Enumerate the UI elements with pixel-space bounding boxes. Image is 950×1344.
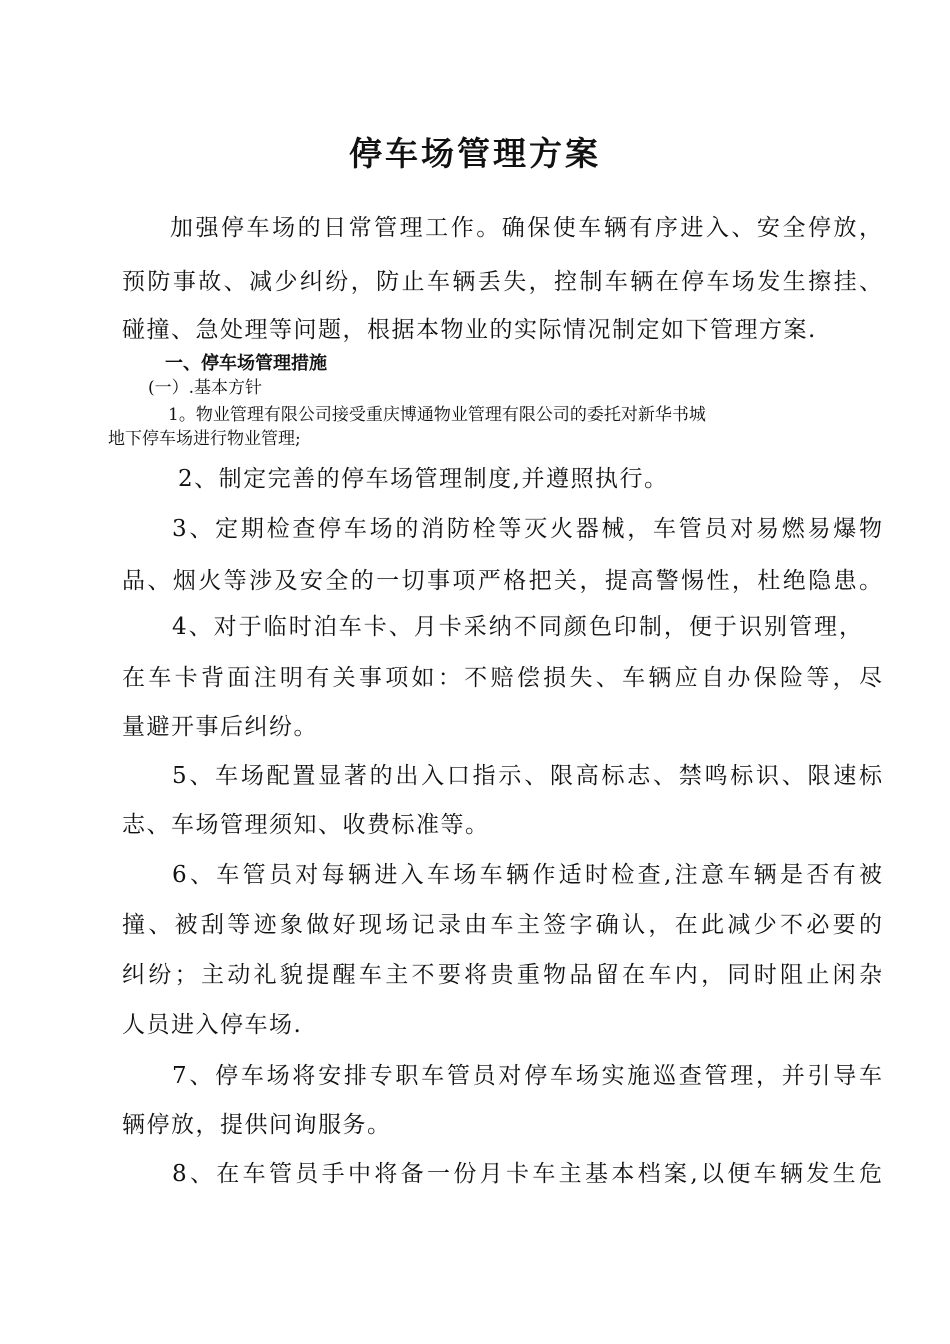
item-6-line-3: 纠纷；主动礼貌提醒车主不要将贵重物品留在车内，同时阻止闲杂 (122, 962, 882, 988)
item-6-line-4: 人员进入停车场. (122, 1012, 303, 1038)
item-4-line-2: 在车卡背面注明有关事项如：不赔偿损失、车辆应自办保险等，尽 (122, 665, 882, 691)
item-3-line-2: 品、烟火等涉及安全的一切事项严格把关，提高警惕性，杜绝隐患。 (122, 568, 882, 594)
item-7-line-2: 辆停放，提供问询服务。 (122, 1112, 392, 1138)
intro-line-2: 预防事故、减少纠纷，防止车辆丢失，控制车辆在停车场发生擦挂、 (122, 269, 882, 295)
item-4-line-3: 量避开事后纠纷。 (122, 714, 318, 740)
item-2-line-1: 2、制定完善的停车场管理制度,并遵照执行。 (178, 466, 669, 492)
item-1-line-1: 1。物业管理有限公司接受重庆博通物业管理有限公司的委托对新华书城 (168, 405, 706, 425)
item-6-line-1: 6、车管员对每辆进入车场车辆作适时检查,注意车辆是否有被 (172, 862, 882, 888)
item-7-line-1: 7、停车场将安排专职车管员对停车场实施巡查管理，并引导车 (172, 1063, 882, 1089)
item-8-line-1: 8、在车管员手中将备一份月卡车主基本档案,以便车辆发生危 (172, 1161, 882, 1187)
item-6-line-2: 撞、被刮等迹象做好现场记录由车主签字确认，在此减少不必要的 (122, 912, 882, 938)
item-4-line-1: 4、对于临时泊车卡、月卡采纳不同颜色印制，便于识别管理， (172, 614, 862, 640)
section-heading: 一、停车场管理措施 (165, 353, 327, 374)
item-5-line-2: 志、车场管理须知、收费标准等。 (122, 812, 490, 838)
intro-line-1: 加强停车场的日常管理工作。确保使车辆有序进入、安全停放， (170, 215, 882, 241)
item-5-line-1: 5、车场配置显著的出入口指示、限高标志、禁鸣标识、限速标 (172, 763, 882, 789)
item-3-line-1: 3、定期检查停车场的消防栓等灭火器械，车管员对易燃易爆物 (172, 516, 882, 542)
item-1-line-2: 地下停车场进行物业管理; (108, 429, 301, 449)
subsection-heading: (一）.基本方针 (148, 378, 263, 398)
intro-line-3: 碰撞、急处理等问题，根据本物业的实际情况制定如下管理方案. (122, 317, 817, 343)
document-title: 停车场管理方案 (349, 134, 601, 173)
